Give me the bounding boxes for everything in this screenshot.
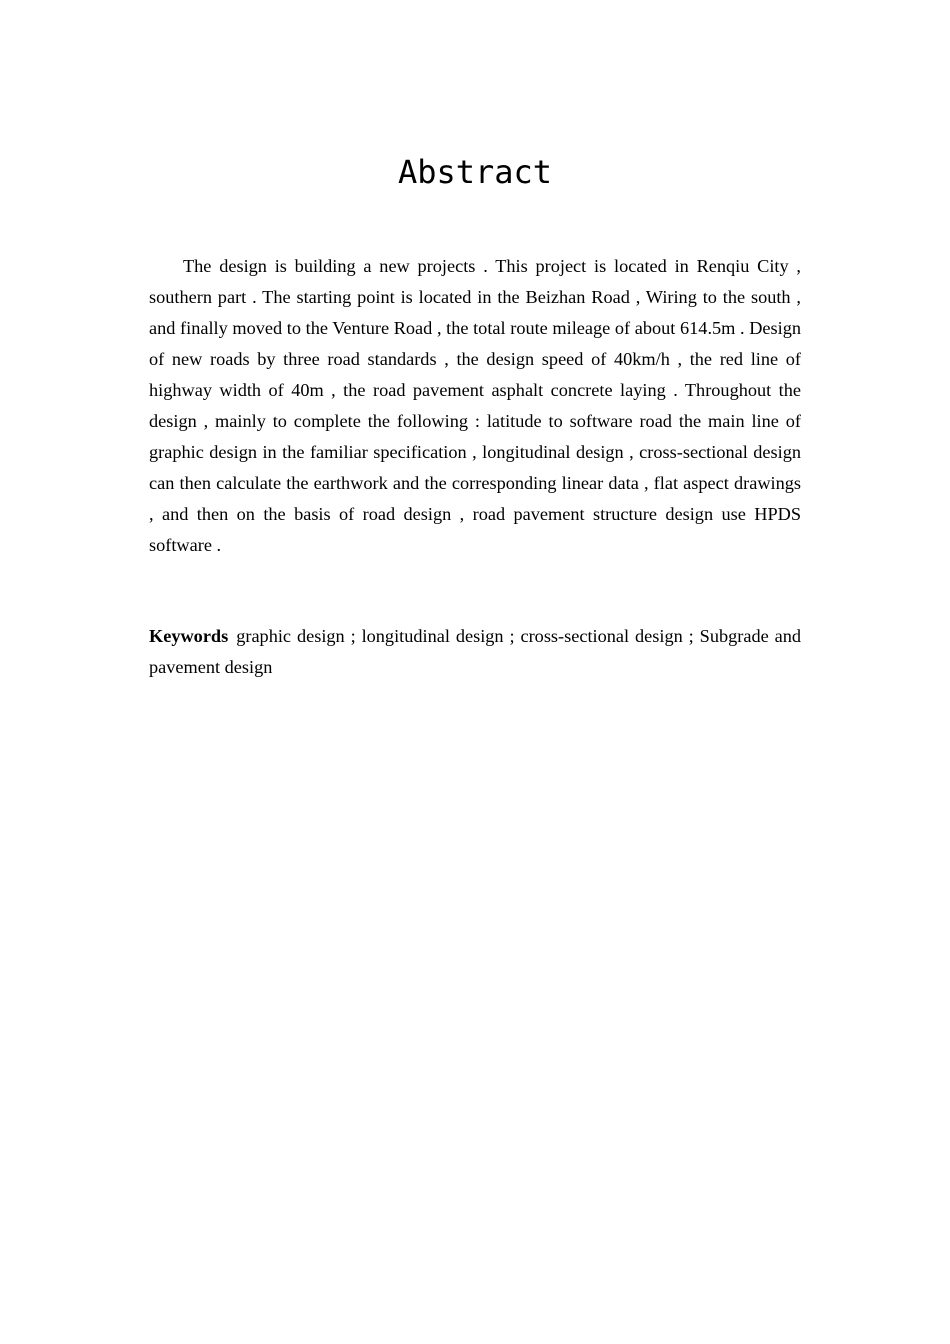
page-title: Abstract	[397, 153, 553, 191]
abstract-paragraph: The design is building a new projects . This project is located in Renqiu City , southern part . The starting point is located in the Beizhan Road , Wiring to the south , and finally moved to the Venture Road , the total route mileage of about 614.5m . Design of new roads by three road standards , the design speed of 40km/h , the red line of highway width of 40m , the road pavement asphalt concrete laying . Throughout the design , mainly to complete the following : latitude to software road the main line of graphic design in the familiar specification , longitudinal design , cross-sectional design can then calculate the earthwork and the corresponding linear data , flat aspect drawings , and then on the basis of road design , road pavement structure design use HPDS software .	[149, 256, 801, 555]
keywords-paragraph	[149, 621, 801, 683]
keywords-text: graphic design ; longitudinal design ; cross-sectional design ; Subgrade and pavement design	[149, 626, 801, 677]
keywords-label: Keywords	[149, 626, 229, 646]
